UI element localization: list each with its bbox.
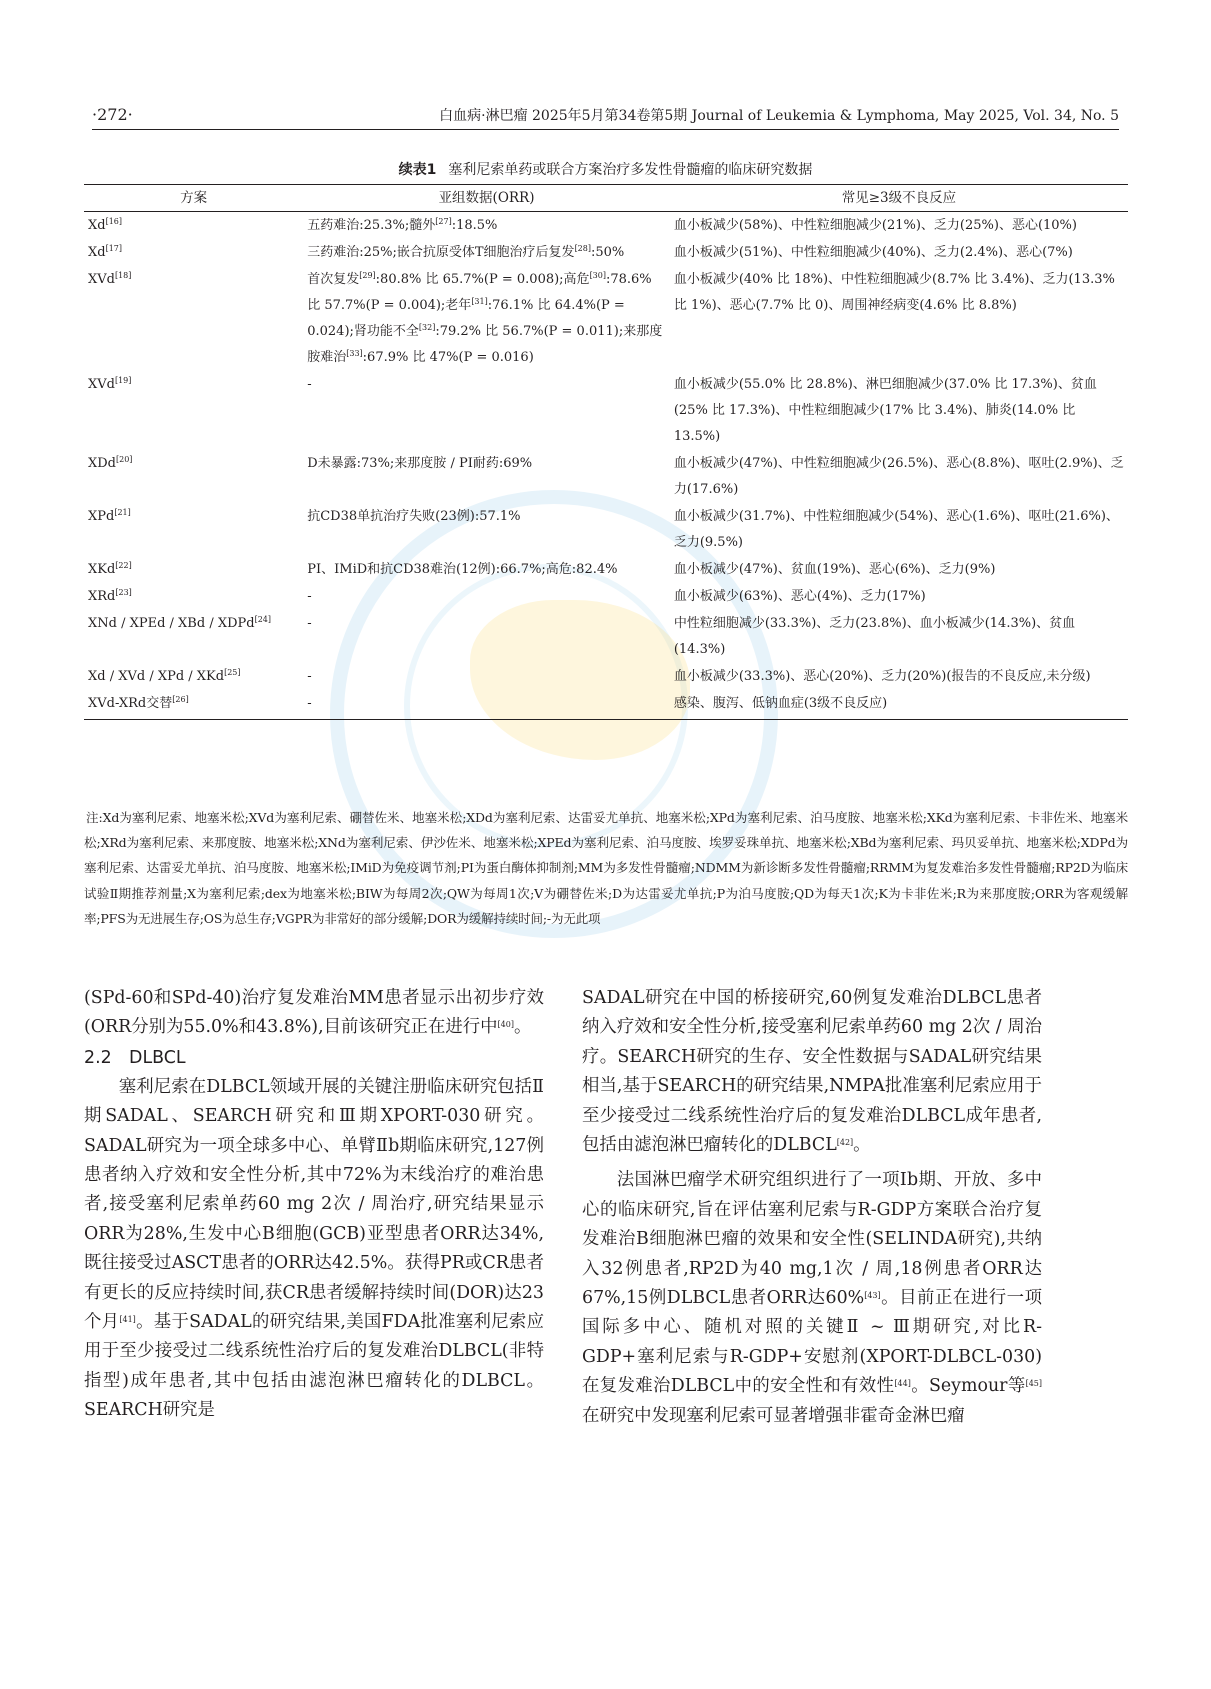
adverse-events-cell: 血小板减少(55.0% 比 28.8%)、淋巴细胞减少(37.0% 比 17.3%)、贫血(25% 比 17.3%)、中性粒细胞减少(17% 比 3.4%)、肺炎(14.0% 比 13.5%) [673, 377, 1097, 444]
page-number: ·272· [92, 105, 133, 124]
table-row [84, 371, 1128, 450]
column-header-regimen: 方案 [84, 185, 303, 212]
citation-marker: [28] [574, 244, 591, 253]
adverse-events-cell: 感染、腹泻、低钠血症(3级不良反应) [670, 690, 1128, 720]
section-heading: 2.2 DLBCL [84, 1047, 186, 1068]
table-title: 塞利尼索单药或联合方案治疗多发性骨髓瘤的临床研究数据 [448, 162, 813, 178]
table-label: 续表1 [398, 162, 437, 178]
citation-marker: [18] [114, 271, 132, 280]
table-row [84, 503, 1128, 556]
regimen-cell: XRd[23] [88, 588, 132, 604]
table-row [84, 239, 1128, 266]
paragraph: SADAL研究在中国的桥接研究,60例复发难治DLBCL患者纳入疗效和安全性分析,接受塞利尼索单药60 mg 2次 / 周治疗。SEARCH研究的生存、安全性数据与SADAL研究结果相当,基于SEARCH的研究结果,NMPA批准塞利尼索应用于至少接受过二线系统性治疗后的复发难治DLBCL成年患者,包括由滤泡淋巴瘤转化的DLBCL[42]。 [582, 988, 1042, 1156]
adverse-events-cell: 血小板减少(33.3%)、恶心(20%)、乏力(20%)(报告的不良反应,未分级) [673, 669, 1091, 684]
regimen-cell: XPd[21] [88, 508, 131, 524]
subgroup-cell: - [303, 690, 670, 720]
citation-marker: [45] [1025, 1379, 1042, 1389]
regimen-cell: XVd[19] [88, 376, 132, 392]
citation-marker: [33] [346, 349, 363, 358]
subgroup-cell: - [307, 669, 312, 684]
table-row [84, 663, 1128, 690]
adverse-events-cell: 血小板减少(47%)、中性粒细胞减少(26.5%)、恶心(8.8%)、呕吐(2.9%)、乏力(17.6%) [673, 456, 1124, 497]
subgroup-cell: 首次复发[29]:80.8% 比 65.7%(P = 0.008);高危[30]:78.6% 比 57.7%(P = 0.004);老年[31]:76.1% 比 64.4%(P = 0.024);肾功能不全[32]:79.2% 比 56.7%(P = 0.011);来那度胺难治[33]:67.9% 比 47%(P = 0.016) [307, 271, 663, 365]
citation-marker: [20] [116, 455, 133, 464]
citation-marker: [32] [418, 323, 436, 332]
citation-marker: [19] [114, 376, 132, 385]
body-column-left [84, 984, 544, 1426]
paragraph: 法国淋巴瘤学术研究组织进行了一项Ⅰb期、开放、多中心的临床研究,旨在评估塞利尼索与R-GDP方案联合治疗复发难治B细胞淋巴瘤的效果和安全性(SELINDA研究),共纳入32例患者,RP2D为40 mg,1次 / 周,18例患者ORR达67%,15例DLBCL患者ORR达60%[43]。目前正在进行一项国际多中心、随机对照的关键Ⅱ ~ Ⅲ期研究,对比R-GDP+塞利尼索与R-GDP+安慰剂(XPORT-DLBCL-030)在复发难治DLBCL中的安全性和有效性[44]。Seymour等[45]在研究中发现塞利尼索可显著增强非霍奇金淋巴瘤 [582, 1170, 1042, 1426]
body-column-right [582, 984, 1042, 1431]
subgroup-cell: 三药难治:25%;嵌合抗原受体T细胞治疗后复发[28]:50% [307, 244, 625, 260]
citation-marker: [17] [105, 244, 122, 253]
table-note: 注:Xd为塞利尼索、地塞米松;XVd为塞利尼索、硼替佐米、地塞米松;XDd为塞利尼索、达雷妥尤单抗、地塞米松;XPd为塞利尼索、泊马度胺、地塞米松;XKd为塞利尼索、卡非佐米、地塞米松;XRd为塞利尼索、来那度胺、地塞米松;XNd为塞利尼索、伊沙佐米、地塞米松;XPEd为塞利尼索、泊马度胺、埃罗妥珠单抗、地塞米松;XBd为塞利尼索、玛贝妥单抗、地塞米松;XDPd为塞利尼索、达雷妥尤单抗、泊马度胺、地塞米松;IMiD为免疫调节剂;PI为蛋白酶体抑制剂;MM为多发性骨髓瘤;NDMM为新诊断多发性骨髓瘤;RRMM为复发难治多发性骨髓瘤;RP2D为临床试验Ⅱ期推荐剂量;X为塞利尼索;dex为地塞米松;BIW为每周2次;QW为每周1次;V为硼替佐米;D为达雷妥尤单抗;P为泊马度胺;QD为每天1次;K为卡非佐米;R为来那度胺;ORR为客观缓解率;PFS为无进展生存;OS为总生存;VGPR为非常好的部分缓解;DOR为缓解持续时间;-为无此项 [84, 810, 1128, 926]
journal-info: 白血病·淋巴瘤 2025年5月第34卷第5期 Journal of Leukemia & Lymphoma, May 2025, Vol. 34, No. 5 [439, 108, 1119, 124]
table-row [84, 450, 1128, 503]
adverse-events-cell: 血小板减少(31.7%)、中性粒细胞减少(54%)、恶心(1.6%)、呕吐(21.6%)、乏力(9.5%) [673, 509, 1119, 550]
table-caption [0, 159, 1211, 179]
subgroup-cell: 抗CD38单抗治疗失败(23例):57.1% [307, 509, 521, 524]
subgroup-cell: 五药难治:25.3%;髓外[27]:18.5% [307, 217, 498, 233]
running-header [92, 105, 1119, 130]
table-header-row [84, 185, 1128, 212]
citation-marker: [27] [435, 217, 452, 226]
adverse-events-cell: 血小板减少(47%)、贫血(19%)、恶心(6%)、乏力(9%) [673, 562, 996, 577]
regimen-cell: XNd / XPEd / XBd / XDPd[24] [88, 615, 271, 631]
citation-marker: [30] [589, 271, 606, 280]
subgroup-cell: - [307, 377, 312, 392]
column-header-subgroup: 亚组数据(ORR) [303, 185, 670, 212]
table-row [84, 556, 1128, 583]
citation-marker: [43] [864, 1291, 881, 1301]
citation-marker: [24] [254, 615, 271, 624]
regimen-cell: XVd-XRd交替[26] [84, 690, 303, 720]
table-row [84, 266, 1128, 371]
subgroup-cell: D未暴露:73%;来那度胺 / PI耐药:69% [307, 456, 533, 471]
citation-marker: [21] [114, 508, 131, 517]
citation-marker: [42] [836, 1138, 854, 1148]
adverse-events-cell: 血小板减少(58%)、中性粒细胞减少(21%)、乏力(25%)、恶心(10%) [673, 218, 1077, 233]
subgroup-cell: - [307, 616, 312, 631]
citation-marker: [44] [894, 1379, 911, 1389]
citation-marker: [41] [119, 1315, 136, 1325]
regimen-cell: Xd / XVd / XPd / XKd[25] [88, 668, 241, 684]
paragraph: 塞利尼索在DLBCL领域开展的关键注册临床研究包括Ⅱ期SADAL、SEARCH研究和Ⅲ期XPORT-030研究。SADAL研究为一项全球多中心、单臂Ⅱb期临床研究,127例患者纳入疗效和安全性分析,其中72%为末线治疗的难治患者,接受塞利尼索单药60 mg 2次 / 周治疗,研究结果显示ORR为28%,生发中心B细胞(GCB)亚型患者ORR达34%,既往接受过ASCT患者的ORR达42.5%。获得PR或CR患者有更长的反应持续时间,获CR患者缓解持续时间(DOR)达23个月[41]。基于SADAL的研究结果,美国FDA批准塞利尼索应用于至少接受过二线系统性治疗后的复发难治DLBCL(非特指型)成年患者,其中包括由滤泡淋巴瘤转化的DLBCL。SEARCH研究是 [84, 1076, 544, 1421]
citation-marker: [26] [172, 695, 189, 704]
table-row [84, 690, 1128, 720]
citation-marker: [22] [115, 561, 132, 570]
regimen-cell: XVd[18] [88, 271, 132, 287]
citation-marker: [25] [224, 668, 241, 677]
column-header-adverse-events: 常见≥3级不良反应 [670, 185, 1128, 212]
citation-marker: [16] [105, 217, 122, 226]
citation-marker: [31] [471, 297, 488, 306]
regimen-cell: Xd[17] [88, 244, 122, 260]
subgroup-cell: - [307, 589, 312, 604]
clinical-data-table [84, 184, 1128, 720]
table-row [84, 610, 1128, 663]
citation-marker: [29] [359, 271, 376, 280]
citation-marker: [23] [115, 588, 132, 597]
table-row [84, 212, 1128, 240]
adverse-events-cell: 血小板减少(63%)、恶心(4%)、乏力(17%) [673, 589, 926, 604]
regimen-cell: XDd[20] [88, 455, 133, 471]
regimen-cell: XKd[22] [88, 561, 132, 577]
regimen-cell: Xd[16] [88, 217, 122, 233]
subgroup-cell: PI、IMiD和抗CD38难治(12例):66.7%;高危:82.4% [307, 562, 618, 577]
adverse-events-cell: 中性粒细胞减少(33.3%)、乏力(23.8%)、血小板减少(14.3%)、贫血(14.3%) [673, 616, 1076, 657]
table-row [84, 583, 1128, 610]
paragraph: (SPd-60和SPd-40)治疗复发难治MM患者显示出初步疗效(ORR分别为55.0%和43.8%),目前该研究正在进行中[40]。 [84, 988, 544, 1038]
adverse-events-cell: 血小板减少(51%)、中性粒细胞减少(40%)、乏力(2.4%)、恶心(7%) [673, 245, 1073, 260]
citation-marker: [40] [497, 1020, 514, 1030]
adverse-events-cell: 血小板减少(40% 比 18%)、中性粒细胞减少(8.7% 比 3.4%)、乏力(13.3% 比 1%)、恶心(7.7% 比 0)、周围神经病变(4.6% 比 8.8%) [673, 272, 1115, 313]
